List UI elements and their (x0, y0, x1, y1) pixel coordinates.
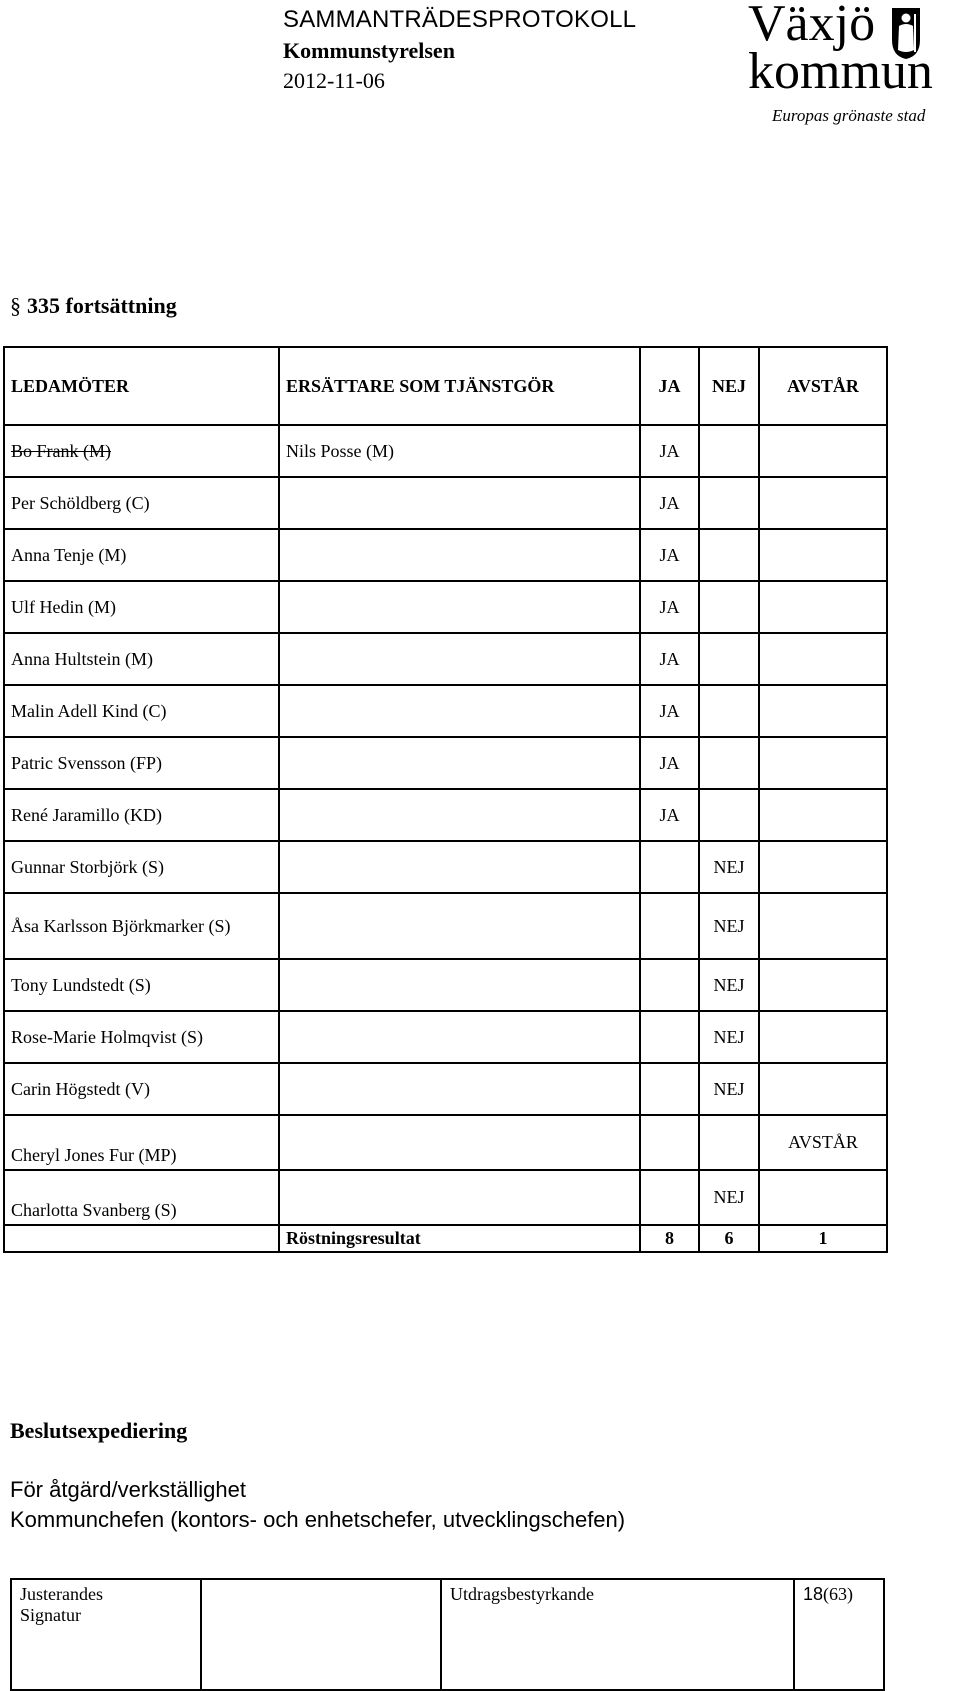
vote-yes: JA (640, 789, 699, 841)
vote-abstain (759, 893, 887, 959)
table-row (4, 529, 887, 581)
vote-abstain (759, 529, 887, 581)
vote-yes (640, 1115, 699, 1170)
result-label: Röstningsresultat (279, 1225, 640, 1252)
vote-abstain (759, 581, 887, 633)
result-abstain-count: 1 (759, 1225, 887, 1252)
header-substitutes: ERSÄTTARE SOM TJÄNSTGÖR (279, 347, 640, 425)
vote-no (699, 581, 759, 633)
substitute-name: Nils Posse (M) (279, 425, 640, 477)
substitute-name (279, 685, 640, 737)
vote-abstain (759, 1011, 887, 1063)
expediering-line-1: För åtgärd/verkställighet (10, 1477, 246, 1502)
table-row (4, 633, 887, 685)
member-name: Per Schöldberg (C) (4, 477, 279, 529)
table-row (4, 1011, 887, 1063)
expediering-line-2: Kommunchefen (kontors- och enhetschefer, utvecklingschefen) (10, 1507, 626, 1532)
substitute-name (279, 841, 640, 893)
vote-yes (640, 893, 699, 959)
vote-table-header (4, 347, 887, 425)
table-row (4, 685, 887, 737)
vote-yes: JA (640, 425, 699, 477)
vote-no (699, 685, 759, 737)
table-row (4, 581, 887, 633)
logo-word-vaxjo: Växjö (748, 0, 876, 52)
vaxjo-kommun-logo (748, 2, 960, 132)
vote-yes (640, 1170, 699, 1225)
justerandes-cell (11, 1579, 201, 1690)
table-row (4, 1115, 887, 1170)
member-name: Anna Tenje (M) (4, 529, 279, 581)
table-row (4, 1063, 887, 1115)
vote-abstain (759, 841, 887, 893)
substitute-name (279, 1063, 640, 1115)
member-name: René Jaramillo (KD) (4, 789, 279, 841)
result-no-count: 6 (699, 1225, 759, 1252)
substitute-name (279, 633, 640, 685)
member-name: Anna Hultstein (M) (4, 633, 279, 685)
vote-abstain (759, 737, 887, 789)
member-name: Ulf Hedin (M) (4, 581, 279, 633)
member-name: Cheryl Jones Fur (MP) (4, 1115, 279, 1170)
logo-word-kommun: kommun (748, 43, 933, 100)
table-row (4, 425, 887, 477)
vote-abstain (759, 685, 887, 737)
page-number-cell (794, 1579, 884, 1690)
substitute-name (279, 1011, 640, 1063)
signatur-label: Signatur (20, 1605, 81, 1625)
vote-abstain (759, 425, 887, 477)
table-row (4, 1170, 887, 1225)
vote-yes (640, 1011, 699, 1063)
table-row (4, 893, 887, 959)
organ-name: Kommunstyrelsen (283, 38, 455, 63)
vote-abstain (759, 1063, 887, 1115)
member-name: Rose-Marie Holmqvist (S) (4, 1011, 279, 1063)
table-row (4, 959, 887, 1011)
vote-no: NEJ (699, 893, 759, 959)
vote-abstain (759, 789, 887, 841)
vote-no: NEJ (699, 1063, 759, 1115)
result-row (4, 1225, 887, 1252)
table-row (4, 477, 887, 529)
table-row (4, 789, 887, 841)
vote-no: NEJ (699, 1011, 759, 1063)
vote-abstain (759, 1170, 887, 1225)
signature-footer (10, 1578, 885, 1691)
header-yes: JA (640, 347, 699, 425)
vote-yes: JA (640, 633, 699, 685)
expediering-heading: Beslutsexpediering (10, 1418, 188, 1443)
vote-yes (640, 1063, 699, 1115)
utdragsbestyrkande-cell (441, 1579, 794, 1690)
header-no: NEJ (699, 347, 759, 425)
vote-no (699, 633, 759, 685)
logo-tagline: Europas grönaste stad (772, 106, 926, 125)
section-heading (10, 293, 177, 319)
member-name: Bo Frank (M) (4, 425, 279, 477)
vote-no: NEJ (699, 841, 759, 893)
member-name: Malin Adell Kind (C) (4, 685, 279, 737)
vote-no (699, 425, 759, 477)
vote-no: NEJ (699, 959, 759, 1011)
vote-yes: JA (640, 529, 699, 581)
document-type: SAMMANTRÄDESPROTOKOLL (283, 6, 637, 33)
substitute-name (279, 581, 640, 633)
paragraph-symbol: § (10, 293, 21, 318)
vote-yes: JA (640, 685, 699, 737)
justerandes-label: Justerandes (20, 1584, 103, 1604)
vote-yes: JA (640, 477, 699, 529)
table-row (4, 841, 887, 893)
result-empty (4, 1225, 279, 1252)
utdragsbestyrkande-label: Utdragsbestyrkande (450, 1584, 594, 1604)
substitute-name (279, 959, 640, 1011)
table-row (4, 737, 887, 789)
vote-yes: JA (640, 737, 699, 789)
page-total: (63) (823, 1584, 854, 1604)
vote-table (3, 346, 888, 1253)
vote-no (699, 737, 759, 789)
meeting-date: 2012-11-06 (283, 68, 385, 93)
result-yes-count: 8 (640, 1225, 699, 1252)
vote-yes (640, 841, 699, 893)
substitute-name (279, 477, 640, 529)
substitute-name (279, 893, 640, 959)
header-abstain: AVSTÅR (759, 347, 887, 425)
vote-no: NEJ (699, 1170, 759, 1225)
page-number: 18 (803, 1584, 824, 1604)
member-name: Åsa Karlsson Björkmarker (S) (4, 893, 279, 959)
vote-yes: JA (640, 581, 699, 633)
header-members: LEDAMÖTER (4, 347, 279, 425)
substitute-name (279, 529, 640, 581)
vote-no (699, 789, 759, 841)
section-title: 335 fortsättning (27, 293, 177, 318)
substitute-name (279, 1115, 640, 1170)
substitute-name (279, 737, 640, 789)
member-name: Carin Högstedt (V) (4, 1063, 279, 1115)
vote-abstain (759, 477, 887, 529)
member-name: Gunnar Storbjörk (S) (4, 841, 279, 893)
vote-no (699, 1115, 759, 1170)
vote-no (699, 477, 759, 529)
vote-abstain (759, 633, 887, 685)
substitute-name (279, 1170, 640, 1225)
vote-no (699, 529, 759, 581)
member-name: Tony Lundstedt (S) (4, 959, 279, 1011)
substitute-name (279, 789, 640, 841)
signature-box (201, 1579, 441, 1690)
vote-abstain (759, 959, 887, 1011)
member-name: Charlotta Svanberg (S) (4, 1170, 279, 1225)
member-name: Patric Svensson (FP) (4, 737, 279, 789)
vote-abstain: AVSTÅR (759, 1115, 887, 1170)
vote-yes (640, 959, 699, 1011)
